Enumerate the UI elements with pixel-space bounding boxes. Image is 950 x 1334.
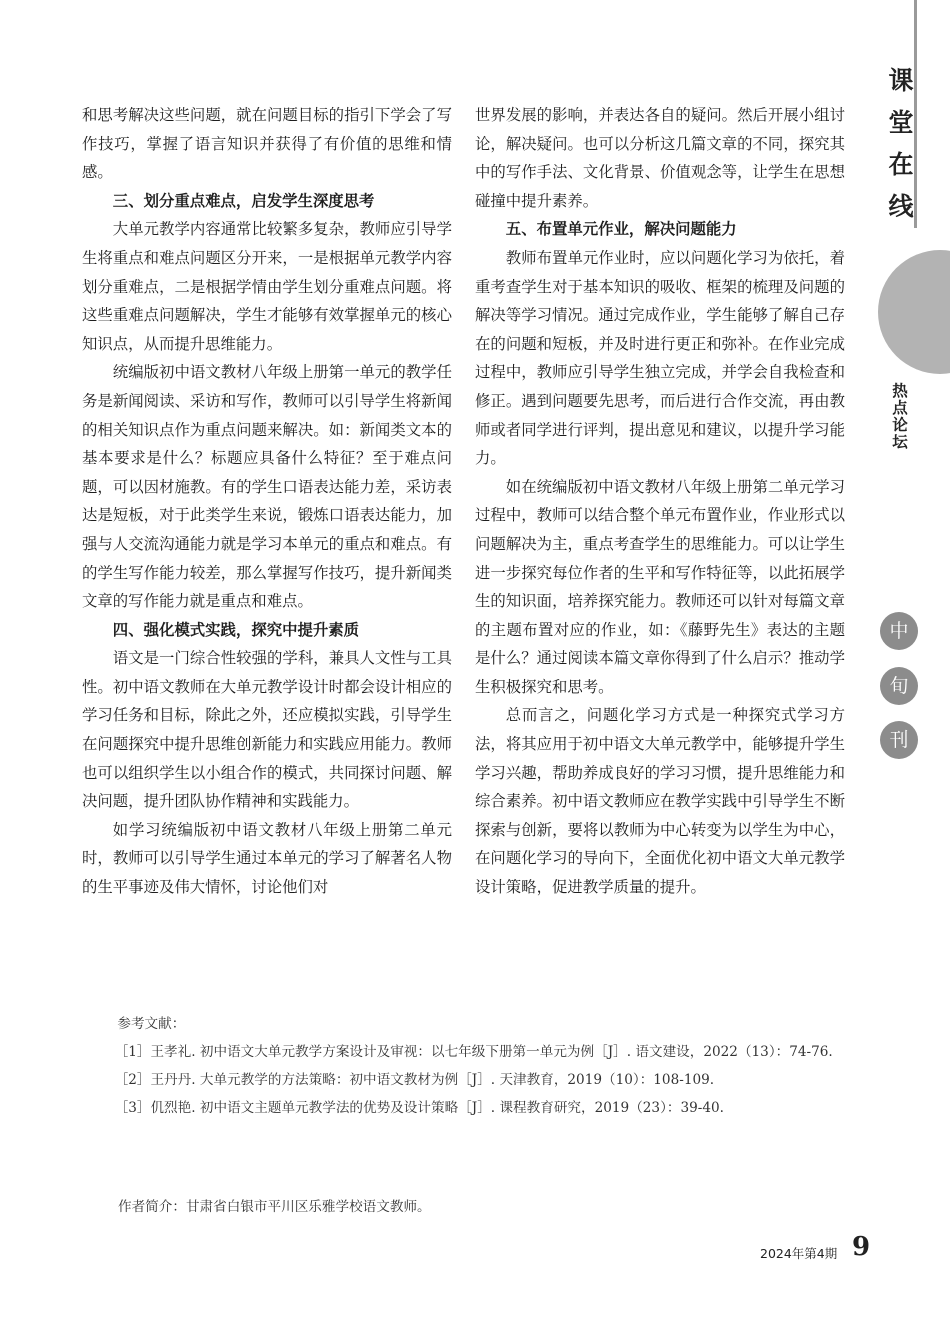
column-title-char: 课 xyxy=(888,66,914,95)
magazine-badge: 刊 xyxy=(880,721,918,759)
paragraph: 统编版初中语文教材八年级上册第一单元的教学任务是新闻阅读、采访和写作，教师可以引导学生将新闻的相关知识点作为重点问题来解决。如：新闻类文本的基本要求是什么？标题应具备什么特征？至于难点问题，可以因材施教。有的学生口语表达能力差，采访表达是短板，对于此类学生来说，锻炼口语表达能力，加强与人交流沟通能力就是学习本单元的重点和难点。有的学生写作能力较差，那么掌握写作技巧，提升新闻类文章的写作能力就是重点和难点。 xyxy=(82,363,452,611)
section-label-char: 论 xyxy=(892,416,908,434)
column-title xyxy=(884,60,918,228)
reference-item: ［3］仉烈艳. 初中语文主题单元教学法的优势及设计策略［J］. 课程教育研究，2019（23）：39-40. xyxy=(114,1100,724,1116)
magazine-badge: 旬 xyxy=(880,667,918,705)
author-bio: 作者简介：甘肃省白银市平川区乐雅学校语文教师。 xyxy=(118,1199,431,1215)
column-title-char: 在 xyxy=(888,150,914,179)
section-label-char: 坛 xyxy=(892,433,908,451)
references xyxy=(82,1010,850,1122)
section-heading-3: 三、划分重点难点，启发学生深度思考 xyxy=(112,191,375,210)
paragraph: 语文是一门综合性较强的学科，兼具人文性与工具性。初中语文教师在大单元教学设计时都会设计相应的学习任务和目标，除此之外，还应模拟实践，引导学生在问题探究中提升思维创新能力和实践应用能力。教师也可以组织学生以小组合作的模式，共同探讨问题、解决问题，提升团队协作精神和实践能力。 xyxy=(82,649,452,811)
column-title-char: 堂 xyxy=(888,108,914,137)
column-title-char: 线 xyxy=(888,192,914,221)
paragraph: 如学习统编版初中语文教材八年级上册第二单元时，教师可以引导学生通过本单元的学习了解著名人物的生平事迹及伟大情怀，讨论他们对 xyxy=(82,820,452,897)
paragraph: 总而言之，问题化学习方式是一种探究式学习方法，将其应用于初中语文大单元教学中，能够提升学生学习兴趣，帮助养成良好的学习习惯，提升思维能力和综合素养。初中语文教师应在教学实践中引导学生不断探索与创新，要将以教师为中心转变为以学生为中心，在问题化学习的导向下，全面优化初中语文大单元教学设计策略，促进教学质量的提升。 xyxy=(475,706,845,897)
left-column xyxy=(82,101,452,902)
section-label-char: 点 xyxy=(892,399,908,417)
section-heading-5: 五、布置单元作业，解决问题能力 xyxy=(505,220,737,239)
section-label xyxy=(886,383,914,451)
paragraph: 世界发展的影响，并表达各自的疑问。然后开展小组讨论，解决疑问。也可以分析这几篇文章的不同，探究其中的写作手法、文化背景、价值观念等，让学生在思想碰撞中提升素养。 xyxy=(475,106,845,210)
paragraph: 大单元教学内容通常比较繁多复杂，教师应引导学生将重点和难点问题区分开来，一是根据单元教学内容划分重难点，二是根据学情由学生划分重难点问题。将这些重难点问题解决，学生才能够有效掌握单元的核心知识点，从而提升思维能力。 xyxy=(82,220,452,353)
issue-label: 2024年第4期 xyxy=(760,1246,838,1261)
references-heading: 参考文献： xyxy=(117,1016,186,1032)
paragraph: 教师布置单元作业时，应以问题化学习为依托，着重考查学生对于基本知识的吸收、框架的梳理及问题的解决等学习情况。通过完成作业，学生能够了解自己存在的问题和短板，并及时进行更正和弥补。在作业完成过程中，教师应引导学生独立完成，并学会自我检查和修正。遇到问题要先思考，而后进行合作交流，再由教师或者同学进行评判，提出意见和建议，以提升学习能力。 xyxy=(475,248,845,468)
paragraph: 和思考解决这些问题，就在问题目标的指引下学会了写作技巧，掌握了语言知识并获得了有价值的思维和情感。 xyxy=(82,106,452,182)
paragraph: 如在统编版初中语文教材八年级上册第二单元学习过程中，教师可以结合整个单元布置作业，作业形式以问题解决为主，重点考查学生的思维能力。可以让学生进一步探究每位作者的生平和写作特征等，以此拓展学生的知识面，培养探究能力。教师还可以针对每篇文章的主题布置对应的作业，如：《藤野先生》表达的主题是什么？通过阅读本篇文章你得到了什么启示？推动学生积极探究和思考。 xyxy=(475,477,845,696)
reference-item: ［2］王丹丹. 大单元教学的方法策略：初中语文教材为例［J］. 天津教育，2019（10）：108-109. xyxy=(114,1072,715,1088)
magazine-badge: 中 xyxy=(880,612,918,650)
reference-item: ［1］王孝礼. 初中语文大单元教学方案设计及审视：以七年级下册第一单元为例［J］. 语文建设，2022（13）：74-76. xyxy=(114,1044,833,1060)
page-number: 9 xyxy=(852,1232,871,1262)
section-label-char: 热 xyxy=(892,382,908,400)
decorative-circle xyxy=(878,250,950,374)
section-heading-4: 四、强化模式实践，探究中提升素质 xyxy=(112,620,360,639)
right-column xyxy=(475,101,845,902)
